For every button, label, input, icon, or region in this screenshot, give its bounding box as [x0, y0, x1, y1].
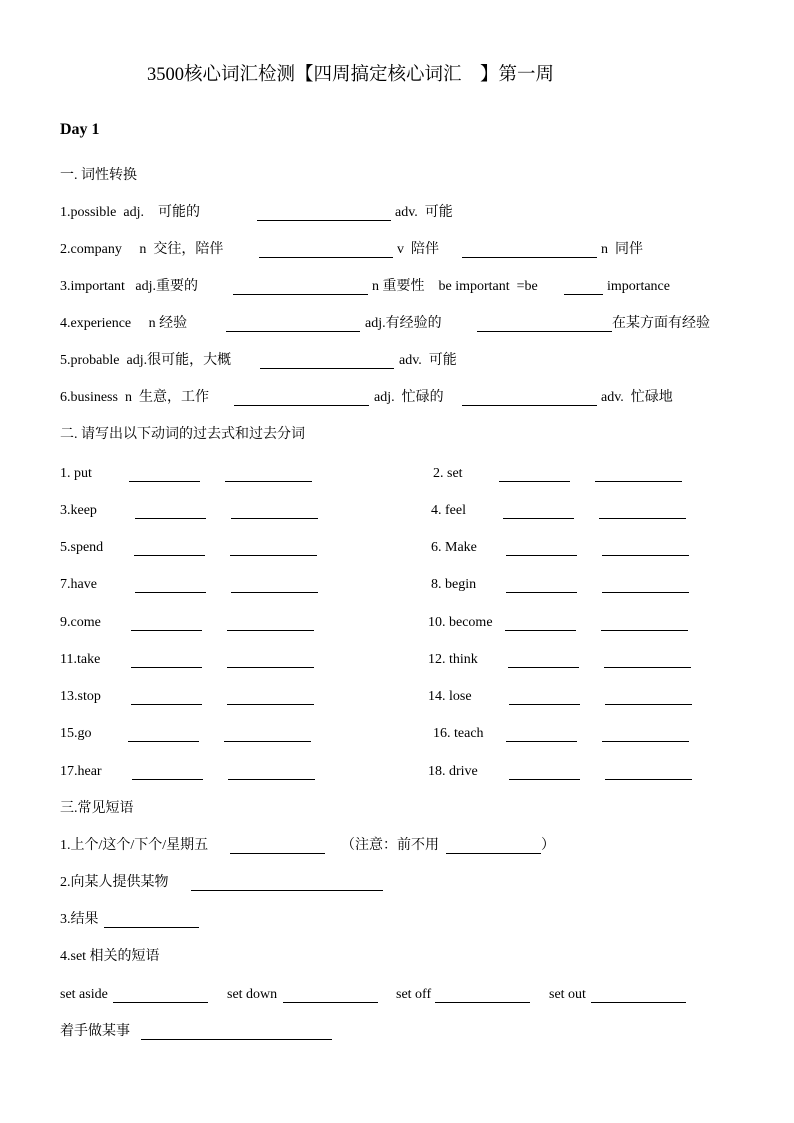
verb-label: 17.hear: [60, 764, 102, 779]
word-item-label: 1.possible adj. 可能的: [60, 205, 200, 220]
verb-label: 3.keep: [60, 503, 97, 518]
verb-label: 6. Make: [431, 540, 477, 555]
answer-blank[interactable]: [224, 740, 311, 742]
answer-blank[interactable]: [564, 293, 603, 295]
answer-blank[interactable]: [505, 629, 576, 631]
answer-blank[interactable]: [230, 852, 325, 854]
answer-blank[interactable]: [509, 778, 580, 780]
answer-blank[interactable]: [141, 1038, 332, 1040]
answer-blank[interactable]: [131, 629, 202, 631]
set-phrase-label: set off: [396, 987, 432, 1002]
answer-blank[interactable]: [135, 591, 206, 593]
word-item-label: v 陪伴: [397, 242, 439, 257]
answer-blank[interactable]: [135, 517, 206, 519]
word-item-label: 4.experience n 经验: [60, 316, 188, 331]
word-item-label: n 同伴: [601, 242, 643, 257]
word-item-label: adj. 忙碌的: [374, 390, 444, 405]
verb-label: 4. feel: [431, 503, 466, 518]
word-item-label: adj.有经验的: [365, 316, 442, 331]
verb-label: 5.spend: [60, 540, 104, 555]
answer-blank[interactable]: [595, 480, 682, 482]
verb-label: 1. put: [60, 466, 92, 481]
answer-blank[interactable]: [602, 740, 689, 742]
answer-blank[interactable]: [134, 554, 205, 556]
answer-blank[interactable]: [601, 629, 688, 631]
answer-blank[interactable]: [462, 256, 597, 258]
answer-blank[interactable]: [259, 256, 393, 258]
verb-label: 16. teach: [433, 726, 484, 741]
answer-blank[interactable]: [225, 480, 312, 482]
verb-label: 18. drive: [428, 764, 478, 779]
answer-blank[interactable]: [503, 517, 574, 519]
word-item-label: adv. 可能: [395, 205, 453, 220]
set-phrase-label: set out: [549, 987, 586, 1002]
answer-blank[interactable]: [605, 778, 692, 780]
section2-heading: 二. 请写出以下动词的过去式和过去分词: [60, 427, 305, 442]
phrase-prompt: 4.set 相关的短语: [60, 949, 160, 964]
answer-blank[interactable]: [605, 703, 692, 705]
answer-blank[interactable]: [227, 703, 314, 705]
phrase-prompt: 1.上个/这个/下个/星期五: [60, 838, 209, 853]
answer-blank[interactable]: [131, 703, 202, 705]
answer-blank[interactable]: [446, 852, 541, 854]
day-heading: Day 1: [60, 121, 100, 138]
answer-blank[interactable]: [462, 404, 597, 406]
answer-blank[interactable]: [131, 666, 202, 668]
answer-blank[interactable]: [591, 1001, 686, 1003]
verb-label: 12. think: [428, 652, 478, 667]
answer-blank[interactable]: [191, 889, 383, 891]
word-item-label: adv. 可能: [399, 353, 457, 368]
answer-blank[interactable]: [231, 517, 318, 519]
verb-label: 8. begin: [431, 577, 477, 592]
answer-blank[interactable]: [129, 480, 200, 482]
answer-blank[interactable]: [226, 330, 360, 332]
answer-blank[interactable]: [234, 404, 369, 406]
answer-blank[interactable]: [227, 666, 314, 668]
answer-blank[interactable]: [113, 1001, 208, 1003]
phrase-prompt: 3.结果: [60, 912, 99, 927]
answer-blank[interactable]: [509, 703, 580, 705]
answer-blank[interactable]: [506, 740, 577, 742]
verb-label: 11.take: [60, 652, 101, 667]
verb-label: 14. lose: [428, 689, 472, 704]
answer-blank[interactable]: [227, 629, 314, 631]
answer-blank[interactable]: [233, 293, 368, 295]
answer-blank[interactable]: [283, 1001, 378, 1003]
answer-blank[interactable]: [132, 778, 203, 780]
word-item-label: 6.business n 生意，工作: [60, 390, 209, 405]
section3-heading: 三.常见短语: [60, 801, 134, 816]
answer-blank[interactable]: [260, 367, 394, 369]
answer-blank[interactable]: [602, 554, 689, 556]
answer-blank[interactable]: [104, 926, 199, 928]
answer-blank[interactable]: [506, 554, 577, 556]
answer-blank[interactable]: [435, 1001, 530, 1003]
answer-blank[interactable]: [257, 219, 391, 221]
verb-label: 9.come: [60, 615, 101, 630]
answer-blank[interactable]: [508, 666, 579, 668]
phrase-prompt: 着手做某事: [60, 1024, 130, 1039]
verb-label: 15.go: [60, 726, 92, 741]
verb-label: 10. become: [428, 615, 493, 630]
word-item-label: 在某方面有经验: [612, 316, 710, 331]
word-item-label: 5.probable adj.很可能，大概: [60, 353, 232, 368]
answer-blank[interactable]: [228, 778, 315, 780]
answer-blank[interactable]: [477, 330, 612, 332]
answer-blank[interactable]: [230, 554, 317, 556]
set-phrase-label: set down: [227, 987, 278, 1002]
word-item-label: n 重要性 be important =be: [372, 279, 538, 294]
verb-label: 2. set: [433, 466, 463, 481]
word-item-label: 2.company n 交往，陪伴: [60, 242, 224, 257]
phrase-note: （注意：前不用: [341, 838, 439, 853]
set-phrase-label: set aside: [60, 987, 108, 1002]
phrase-note-close: ）: [541, 838, 555, 853]
answer-blank[interactable]: [506, 591, 577, 593]
answer-blank[interactable]: [602, 591, 689, 593]
section1-heading: 一. 词性转换: [60, 168, 137, 183]
answer-blank[interactable]: [128, 740, 199, 742]
word-item-label: 3.important adj.重要的: [60, 279, 199, 294]
page-title: 3500核心词汇检测【四周搞定核心词汇 】第一周: [147, 65, 555, 85]
word-item-label: importance: [607, 279, 670, 294]
answer-blank[interactable]: [231, 591, 318, 593]
answer-blank[interactable]: [604, 666, 691, 668]
answer-blank[interactable]: [599, 517, 686, 519]
phrase-prompt: 2.向某人提供某物: [60, 875, 169, 890]
verb-label: 13.stop: [60, 689, 101, 704]
answer-blank[interactable]: [499, 480, 570, 482]
word-item-label: adv. 忙碌地: [601, 390, 673, 405]
verb-label: 7.have: [60, 577, 97, 592]
